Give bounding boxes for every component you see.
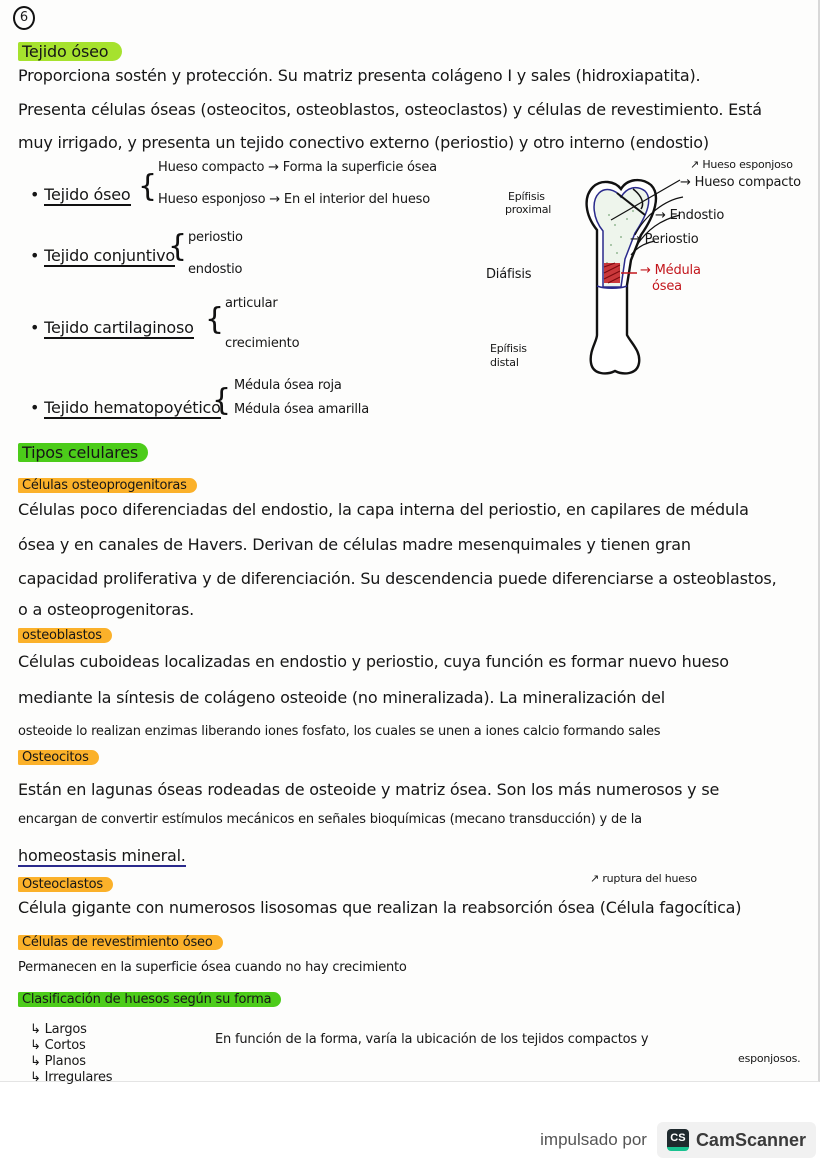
tissue-oseo-branch-1: Hueso compacto → Forma la superficie ósea [158, 160, 437, 175]
camscanner-logo-icon: CS [667, 1129, 689, 1151]
label-hueso-compacto: → Hueso compacto [680, 175, 801, 190]
label-epifisis-proximal-1: Epífisis [508, 190, 545, 203]
cell-title-osteoblastos: osteoblastos [18, 628, 112, 644]
label-medula-osea: ósea [652, 279, 682, 294]
tissue-conjuntivo: • Tejido conjuntivo [30, 246, 175, 265]
label-epifisis-distal-1: Epífisis [490, 342, 527, 355]
camscanner-footer [540, 1122, 816, 1158]
tissue-hematopoyetico-branch-2: Médula ósea amarilla [234, 402, 369, 417]
brace-icon: { [212, 383, 232, 418]
label-medula: → Médula [640, 263, 701, 278]
bone-type-cortos: ↳ Cortos [30, 1038, 86, 1053]
tissue-hematopoyetico-branch-1: Médula ósea roja [234, 378, 342, 393]
page-number: 6 [13, 6, 35, 30]
cell-title-revestimiento: Células de revestimiento óseo [18, 935, 223, 951]
osteocitos-line-2: encargan de convertir estímulos mecánicos en señales bioquímicas (mecano transducción) y de la [18, 812, 642, 827]
label-diafisis: Diáfisis [486, 267, 532, 282]
bone-type-irregulares: ↳ Irregulares [30, 1070, 113, 1085]
tissue-oseo: • Tejido óseo [30, 185, 131, 204]
tissue-cartilaginoso-branch-2: crecimiento [225, 336, 300, 351]
brace-icon: { [168, 229, 188, 264]
label-endostio: → Endostio [655, 208, 725, 223]
osteoprogenitoras-line-1: Células poco diferenciadas del endostio, la capa interna del periostio, en capilares de médula [18, 500, 749, 519]
osteoprogenitoras-line-3: capacidad proliferativa y de diferenciación. Su descendencia puede diferenciarse a osteoblastos, [18, 569, 777, 588]
osteoblastos-line-1: Células cuboideas localizadas en endostio y periostio, cuya función es formar nuevo hueso [18, 652, 729, 671]
section-title-tipos-celulares: Tipos celulares [18, 443, 148, 463]
tissue-oseo-branch-2: Hueso esponjoso → En el interior del hueso [158, 192, 430, 207]
intro-line-3: muy irrigado, y presenta un tejido conectivo externo (periostio) y otro interno (endostio) [18, 133, 709, 152]
intro-line-1: Proporciona sostén y protección. Su matriz presenta colágeno I y sales (hidroxiapatita). [18, 66, 701, 85]
osteoblastos-line-2: mediante la síntesis de colágeno osteoide (no mineralizada). La mineralización del [18, 688, 665, 707]
section-title-tejido-oseo: Tejido óseo [18, 42, 122, 62]
camscanner-badge[interactable] [657, 1122, 816, 1158]
osteoprogenitoras-line-4: o a osteoprogenitoras. [18, 600, 195, 619]
clasificacion-note-1: En función de la forma, varía la ubicación de los tejidos compactos y [215, 1032, 649, 1047]
cell-title-osteoclastos: Osteoclastos [18, 877, 113, 893]
label-epifisis-proximal-2: proximal [505, 203, 552, 216]
osteoprogenitoras-line-2: ósea y en canales de Havers. Derivan de células madre mesenquimales y tienen gran [18, 535, 691, 554]
section-title-clasificacion: Clasificación de huesos según su forma [18, 992, 281, 1008]
revestimiento-line-1: Permanecen en la superficie ósea cuando no hay crecimiento [18, 960, 407, 975]
bone-type-planos: ↳ Planos [30, 1054, 86, 1069]
osteocitos-line-3: homeostasis mineral. [18, 846, 186, 865]
osteocitos-line-1: Están en lagunas óseas rodeadas de osteoide y matriz ósea. Son los más numerosos y se [18, 780, 720, 799]
tissue-conjuntivo-branch-2: endostio [188, 262, 243, 277]
brace-icon: { [205, 302, 225, 337]
label-hueso-esponjoso: ↗ Hueso esponjoso [690, 158, 793, 171]
label-periostio: → Periostio [630, 232, 699, 247]
bone-type-largos: ↳ Largos [30, 1022, 87, 1037]
cell-title-osteocitos: Osteocitos [18, 750, 99, 766]
tissue-cartilaginoso-branch-1: articular [225, 296, 278, 311]
clasificacion-note-2: esponjosos. [738, 1052, 801, 1065]
tissue-cartilaginoso: • Tejido cartilaginoso [30, 318, 194, 337]
intro-line-2: Presenta células óseas (osteocitos, osteoblastos, osteoclastos) y células de revestimiento. Está [18, 100, 762, 119]
cell-title-osteoprogenitoras: Células osteoprogenitoras [18, 478, 197, 494]
powered-by-text: impulsado por [540, 1130, 647, 1149]
osteoblastos-line-3: osteoide lo realizan enzimas liberando iones fosfato, los cuales se unen a iones calcio formando sales [18, 724, 661, 739]
osteoclastos-line-1: Célula gigante con numerosos lisosomas que realizan la reabsorción ósea (Célula fagocítica) [18, 898, 742, 917]
label-epifisis-distal-2: distal [490, 356, 519, 369]
tissue-hematopoyetico: • Tejido hematopoyético [30, 398, 221, 417]
brace-icon: { [138, 169, 158, 204]
tissue-conjuntivo-branch-1: periostio [188, 230, 243, 245]
camscanner-brand: CamScanner [695, 1129, 806, 1150]
osteoclastos-annotation: ↗ ruptura del hueso [590, 872, 697, 885]
